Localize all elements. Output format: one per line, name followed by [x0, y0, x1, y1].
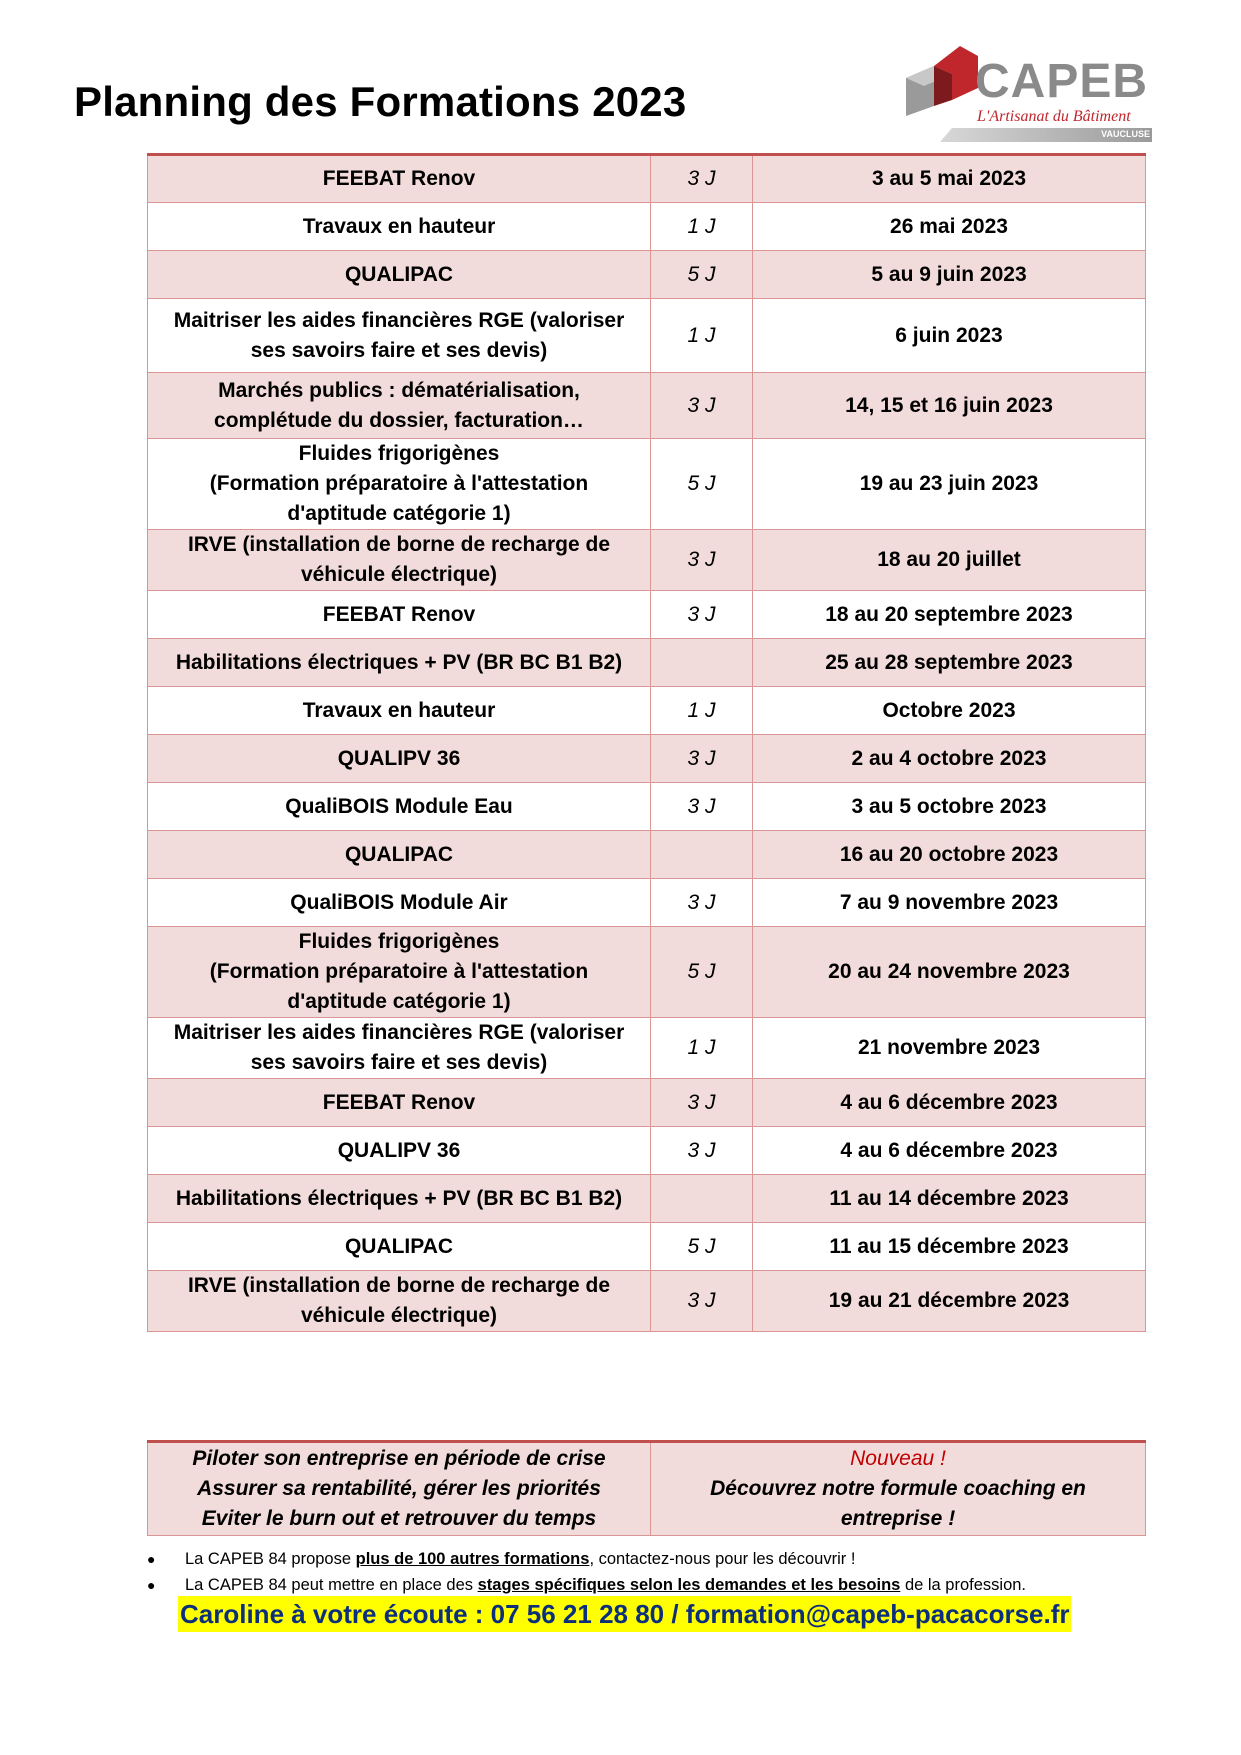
training-dates: 14, 15 et 16 juin 2023 [753, 373, 1146, 439]
table-row [148, 373, 1146, 439]
promo-new-label: Nouveau ! [850, 1447, 946, 1470]
training-duration: 3 J [651, 1079, 753, 1127]
page-title: Planning des Formations 2023 [74, 78, 687, 125]
promo-line-1: Piloter son entreprise en période de crise [192, 1447, 606, 1470]
training-dates: 20 au 24 novembre 2023 [753, 927, 1146, 1018]
training-duration: 3 J [651, 783, 753, 831]
promo-line-2: Assurer sa rentabilité, gérer les priorités [197, 1477, 601, 1500]
table-row [148, 1223, 1146, 1271]
training-name: QUALIPAC [148, 251, 651, 299]
training-dates: 3 au 5 octobre 2023 [753, 783, 1146, 831]
training-schedule-table [147, 153, 1146, 1332]
training-dates: 11 au 14 décembre 2023 [753, 1175, 1146, 1223]
training-dates: Octobre 2023 [753, 687, 1146, 735]
logo-brand: CAPEB [975, 55, 1149, 108]
logo-region: VAUCLUSE [1101, 129, 1150, 139]
promo-line-3: Eviter le burn out et retrouver du temps [201, 1507, 597, 1530]
table-row [148, 639, 1146, 687]
training-name: QualiBOIS Module Air [148, 879, 651, 927]
training-name: Maitriser les aides financières RGE (valoriser ses savoirs faire et ses devis) [148, 299, 651, 373]
training-duration: 3 J [651, 1127, 753, 1175]
training-name: Travaux en hauteur [148, 203, 651, 251]
promo-topics [148, 1442, 651, 1536]
training-duration: 3 J [651, 1271, 753, 1332]
table-row [148, 783, 1146, 831]
training-duration: 1 J [651, 687, 753, 735]
training-duration: 5 J [651, 1223, 753, 1271]
table-row [148, 1271, 1146, 1332]
capeb-cube-icon [900, 42, 980, 122]
training-name: Maitriser les aides financières RGE (valoriser ses savoirs faire et ses devis) [148, 1018, 651, 1079]
note-item: ● La CAPEB 84 propose plus de 100 autres formations, contactez-nous pour les découvrir ! [145, 1546, 1145, 1572]
training-dates: 2 au 4 octobre 2023 [753, 735, 1146, 783]
contact-line: Caroline à votre écoute : 07 56 21 28 80 / formation@capeb-pacacorse.fr [178, 1596, 1071, 1632]
training-duration [651, 1175, 753, 1223]
training-dates: 4 au 6 décembre 2023 [753, 1079, 1146, 1127]
training-name: Fluides frigorigènes (Formation préparatoire à l'attestation d'aptitude catégorie 1) [148, 439, 651, 530]
table-row [148, 591, 1146, 639]
table-row [148, 439, 1146, 530]
training-dates: 26 mai 2023 [753, 203, 1146, 251]
table-row [148, 203, 1146, 251]
training-name: Travaux en hauteur [148, 687, 651, 735]
training-duration: 3 J [651, 530, 753, 591]
table-row [148, 530, 1146, 591]
table-row [148, 155, 1146, 203]
coaching-promo-table [147, 1440, 1146, 1536]
training-name: Fluides frigorigènes (Formation préparatoire à l'attestation d'aptitude catégorie 1) [148, 927, 651, 1018]
table-row [148, 735, 1146, 783]
table-row [148, 927, 1146, 1018]
training-name: Marchés publics : dématérialisation, complétude du dossier, facturation… [148, 373, 651, 439]
table-row [148, 299, 1146, 373]
training-duration [651, 639, 753, 687]
capeb-logo [900, 42, 1160, 146]
training-dates: 16 au 20 octobre 2023 [753, 831, 1146, 879]
training-dates: 5 au 9 juin 2023 [753, 251, 1146, 299]
training-name: QUALIPV 36 [148, 1127, 651, 1175]
notes-list [145, 1546, 1145, 1598]
promo-coaching [651, 1442, 1146, 1536]
training-dates: 19 au 21 décembre 2023 [753, 1271, 1146, 1332]
training-name: QUALIPAC [148, 1223, 651, 1271]
table-row [148, 1175, 1146, 1223]
training-duration: 3 J [651, 591, 753, 639]
training-dates: 4 au 6 décembre 2023 [753, 1127, 1146, 1175]
training-duration: 5 J [651, 927, 753, 1018]
training-dates: 11 au 15 décembre 2023 [753, 1223, 1146, 1271]
training-duration: 1 J [651, 1018, 753, 1079]
training-dates: 7 au 9 novembre 2023 [753, 879, 1146, 927]
training-duration: 3 J [651, 735, 753, 783]
training-name: QUALIPV 36 [148, 735, 651, 783]
training-dates: 3 au 5 mai 2023 [753, 155, 1146, 203]
training-name: Habilitations électriques + PV (BR BC B1 B2) [148, 639, 651, 687]
training-dates: 6 juin 2023 [753, 299, 1146, 373]
logo-tagline: L'Artisanat du Bâtiment [977, 108, 1131, 125]
training-name: IRVE (installation de borne de recharge de véhicule électrique) [148, 1271, 651, 1332]
bullet-icon: ● [147, 1551, 156, 1567]
training-name: FEEBAT Renov [148, 155, 651, 203]
training-duration: 3 J [651, 879, 753, 927]
training-duration: 1 J [651, 203, 753, 251]
training-name: QualiBOIS Module Eau [148, 783, 651, 831]
training-name: Habilitations électriques + PV (BR BC B1 B2) [148, 1175, 651, 1223]
table-row [148, 1079, 1146, 1127]
training-duration: 5 J [651, 251, 753, 299]
training-dates: 25 au 28 septembre 2023 [753, 639, 1146, 687]
table-row [148, 879, 1146, 927]
training-name: IRVE (installation de borne de recharge de véhicule électrique) [148, 530, 651, 591]
training-name: QUALIPAC [148, 831, 651, 879]
note-item: ● La CAPEB 84 peut mettre en place des stages spécifiques selon les demandes et les besoins de la profession. [145, 1572, 1145, 1598]
table-row [148, 251, 1146, 299]
training-duration: 3 J [651, 373, 753, 439]
table-row [148, 687, 1146, 735]
table-row [148, 1018, 1146, 1079]
training-name: FEEBAT Renov [148, 591, 651, 639]
training-duration [651, 831, 753, 879]
promo-coaching-text: Découvrez notre formule coaching en entreprise ! [710, 1477, 1086, 1530]
training-dates: 19 au 23 juin 2023 [753, 439, 1146, 530]
training-name: FEEBAT Renov [148, 1079, 651, 1127]
training-dates: 18 au 20 juillet [753, 530, 1146, 591]
bullet-icon: ● [147, 1577, 156, 1593]
promo-row [148, 1442, 1146, 1536]
training-duration: 5 J [651, 439, 753, 530]
training-dates: 18 au 20 septembre 2023 [753, 591, 1146, 639]
table-row [148, 831, 1146, 879]
training-duration: 1 J [651, 299, 753, 373]
training-duration: 3 J [651, 155, 753, 203]
table-row [148, 1127, 1146, 1175]
training-dates: 21 novembre 2023 [753, 1018, 1146, 1079]
